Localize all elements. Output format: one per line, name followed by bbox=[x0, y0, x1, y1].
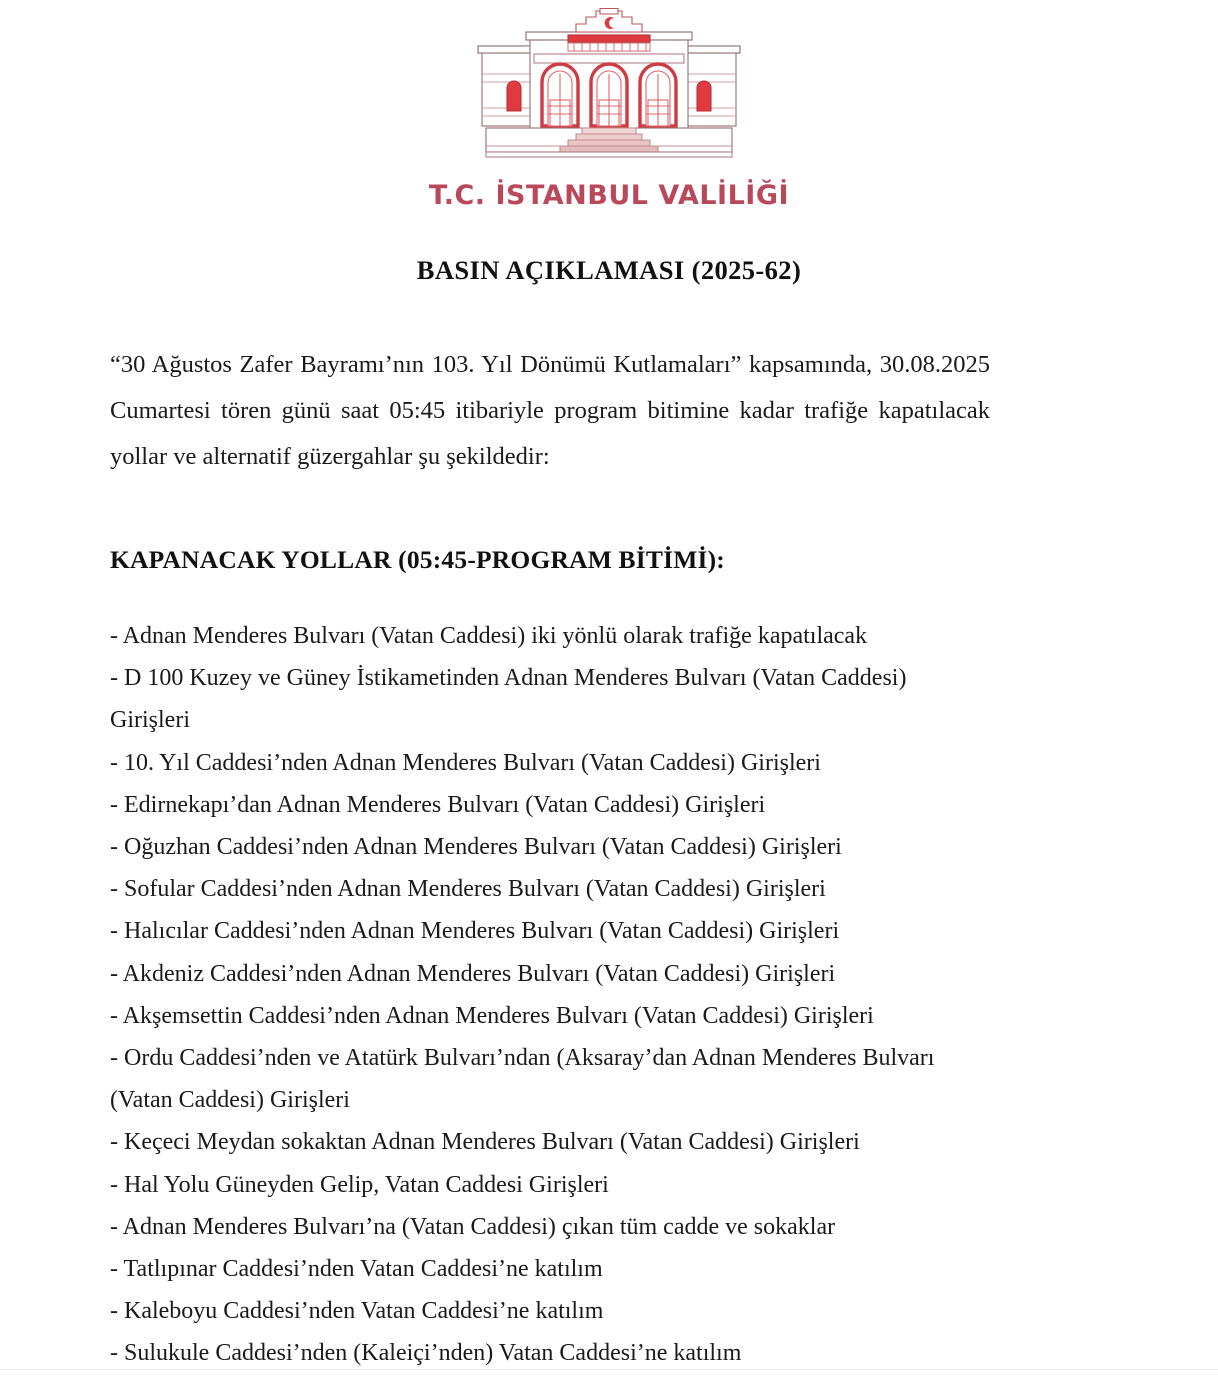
section-heading-closed-roads: KAPANACAK YOLLAR (05:45-PROGRAM BİTİMİ): bbox=[110, 545, 725, 574]
list-item: - Hal Yolu Güneyden Gelip, Vatan Caddesi Girişleri bbox=[110, 1171, 609, 1198]
list-item: - Ordu Caddesi’nden ve Atatürk Bulvarı’ndan (Aksaray’dan Adnan Menderes Bulvarı (Vatan Caddesi) Girişleri bbox=[110, 1045, 935, 1114]
list-item: - Tatlıpınar Caddesi’nden Vatan Caddesi’ne katılım bbox=[110, 1256, 603, 1283]
closed-roads-list bbox=[110, 615, 990, 1375]
list-item: - Kaleboyu Caddesi’nden Vatan Caddesi’ne katılım bbox=[110, 1298, 604, 1325]
list-item: - Keçeci Meydan sokaktan Adnan Menderes Bulvarı (Vatan Caddesi) Girişleri bbox=[110, 1129, 860, 1156]
document-body bbox=[0, 342, 1218, 1375]
list-item: - Adnan Menderes Bulvarı (Vatan Caddesi) iki yönlü olarak trafiğe kapatılacak bbox=[110, 623, 868, 649]
istanbul-governorship-building-icon bbox=[464, 8, 754, 180]
list-item: - Edirnekapı’dan Adnan Menderes Bulvarı (Vatan Caddesi) Girişleri bbox=[110, 791, 766, 818]
intro-paragraph: “30 Ağustos Zafer Bayramı’nın 103. Yıl Dönümü Kutlamaları” kapsamında, 30.08.2025 Cumartesi tören günü saat 05:45 itibariyle program bitimine kadar trafiğe kapatılacak yollar ve alternatif güzergahlar şu şekildedir: bbox=[110, 351, 990, 470]
list-item: - Oğuzhan Caddesi’nden Adnan Menderes Bulvarı (Vatan Caddesi) Girişleri bbox=[110, 834, 842, 861]
list-item: - Akdeniz Caddesi’nden Adnan Menderes Bulvarı (Vatan Caddesi) Girişleri bbox=[110, 960, 836, 987]
logo-text: T.C. İSTANBUL VALİLİĞİ bbox=[428, 180, 790, 211]
list-item: - 10. Yıl Caddesi’nden Adnan Menderes Bulvarı (Vatan Caddesi) Girişleri bbox=[110, 749, 821, 776]
list-item: - Sulukule Caddesi’nden (Kaleiçi’nden) Vatan Caddesi’ne katılım bbox=[110, 1340, 742, 1367]
list-item: - Akşemsettin Caddesi’nden Adnan Menderes Bulvarı (Vatan Caddesi) Girişleri bbox=[110, 1002, 874, 1029]
list-item: - Adnan Menderes Bulvarı’na (Vatan Caddesi) çıkan tüm cadde ve sokaklar bbox=[110, 1213, 836, 1240]
list-item: - Sofular Caddesi’nden Adnan Menderes Bulvarı (Vatan Caddesi) Girişleri bbox=[110, 876, 826, 903]
list-item: - D 100 Kuzey ve Güney İstikametinden Adnan Menderes Bulvarı (Vatan Caddesi) Girişleri bbox=[110, 665, 907, 734]
list-item: - Halıcılar Caddesi’nden Adnan Menderes Bulvarı (Vatan Caddesi) Girişleri bbox=[110, 918, 840, 945]
letterhead bbox=[0, 0, 1218, 209]
page-title: BASIN AÇIKLAMASI (2025-62) bbox=[416, 255, 802, 285]
